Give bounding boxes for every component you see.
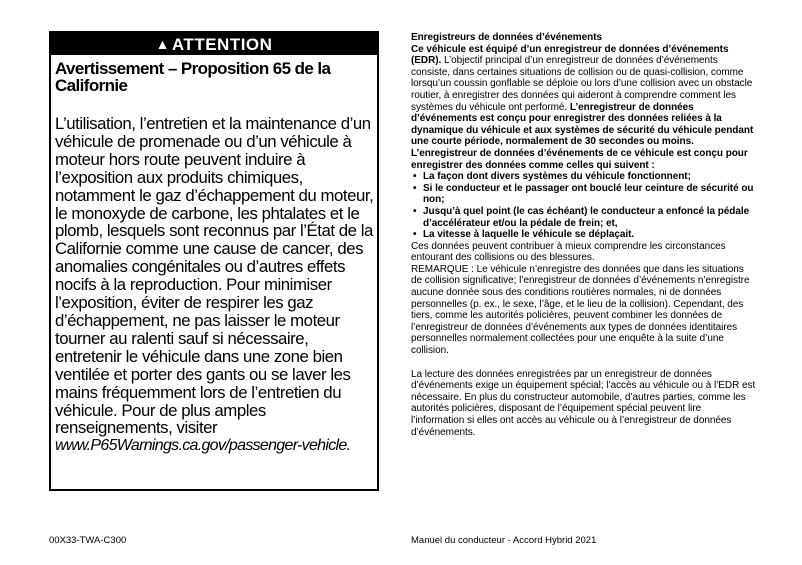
edr-remarque: REMARQUE : Le véhicule n’enregistre des données que dans les situations de collision significative; l’enregistreur de données d’événements n’enregistre aucune donnée sous des conditions routières normales, ni de données personnelles (p. ex., le sexe, l’âge, et le lieu de la collision). Cependant, des tiers, comme les autorités policières, peuvent combiner les données de l’enregistreur de données d’événements aux types de données identitaires personnelles normalement collectées pour une enquête à la suite d’une collision.	[411, 263, 750, 357]
footer-code: 00X33-TWA-C300	[49, 535, 127, 546]
edr-intro	[411, 44, 756, 172]
warning-title: Avertissement – Proposition 65 de la Californie	[55, 59, 331, 95]
edr-design-bold: L’enregistreur de données d’événements est conçu pour enregistrer des données reliées à la dynamique du véhicule et aux systèmes de sécurité du véhicule pendant une courte période, normalement de 30 secondes ou moins. L’enregistreur de données d’événements de ce véhicule est conçu pour enregistrer des données comme celles qui suivent :	[411, 101, 754, 171]
edr-section	[411, 32, 756, 438]
attention-label: ATTENTION	[171, 35, 273, 54]
p65-warnings-url: www.P65Warnings.ca.gov/passenger-vehicle.	[55, 437, 351, 455]
list-item: • La vitesse à laquelle le véhicule se déplaçait.	[413, 229, 635, 241]
attention-header	[51, 33, 377, 55]
footer-manual-title: Manuel du conducteur - Accord Hybrid 2021	[411, 535, 597, 546]
edr-paragraph-2: Ces données peuvent contribuer à mieux comprendre les circonstances entourant des collisions ou des blessures.	[411, 240, 726, 264]
edr-title: Enregistreurs de données d’événements	[411, 32, 602, 43]
edr-intro-bold: Ce véhicule est équipé d’un enregistreur de données d’événements (EDR).	[411, 43, 729, 67]
prop65-warning-box	[49, 31, 379, 491]
list-item: • La façon dont divers systèmes du véhicule fonctionnent;	[413, 171, 691, 183]
list-item: • Jusqu’à quel point (le cas échéant) le conducteur a enfoncé la pédale d’accélérateur et/ou la pédale de frein; et,	[413, 205, 750, 229]
edr-intro-text: L’objectif principal d’un enregistreur de données d’événements consiste, dans certaines situations de collision ou de quasi-collision, comme lorsqu’un coussin gonflable se déploie ou lors d’une collision avec un obstacle routier, à enregistrer des données qui aideront à comprendre comment les systèmes du véhicule ont performé.	[411, 55, 753, 113]
edr-paragraph-4: La lecture des données enregistrées par un enregistreur de données d’événements exige un équipement spécial; l’accès au véhicule ou à l’EDR est nécessaire. En plus du constructeur automobile, d’autres parties, comme les autorités policières, disposant de l’équipement spécial peuvent lire l’information si elles ont accès au véhicule ou à l’enregistreur de données d’événements.	[411, 368, 756, 438]
warning-body	[55, 115, 374, 455]
edr-data-list	[411, 171, 756, 241]
list-item: • Si le conducteur et le passager ont bouclé leur ceinture de sécurité ou non;	[413, 182, 754, 206]
warning-body-text: L’utilisation, l’entretien et la maintenance d’un véhicule de promenade ou d’un véhicule à moteur hors route peuvent induire à l’exposition aux produits chimiques, notamment le gaz d’échappement du moteur, le monoxyde de carbone, les phtalates et le plomb, lesquels sont reconnus par l’État de la Californie comme une cause de cancer, des anomalies congénitales ou d’autres effets nocifs à la reproduction. Pour minimiser l’exposition, éviter de respirer les gaz d’échappement, ne pas laisser le moteur tourner au ralenti sauf si nécessaire, entretenir le véhicule dans une zone bien ventilée et porter des gants ou se laver les mains fréquemment lors de l’entretien du véhicule. Pour de plus amples renseignements, visiter	[55, 114, 374, 438]
warning-triangle-icon: ▲	[155, 36, 170, 52]
